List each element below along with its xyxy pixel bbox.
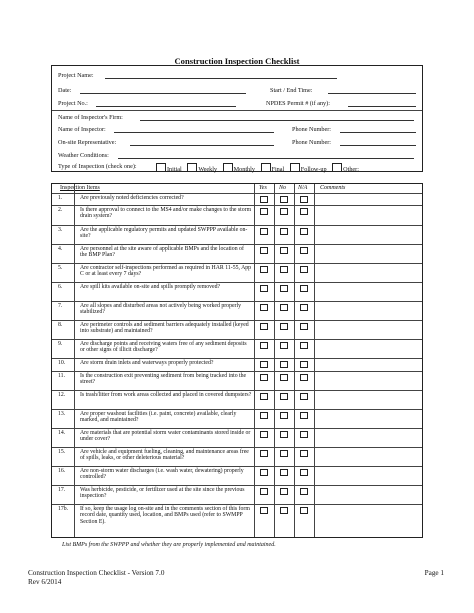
comments-cell[interactable] — [315, 486, 422, 504]
no-header: No — [279, 185, 287, 191]
na-checkbox[interactable] — [300, 323, 308, 330]
inspection-type-options — [155, 163, 359, 174]
item-number: 11. — [58, 373, 66, 379]
na-checkbox[interactable] — [300, 431, 308, 438]
item-question: Are non-storm water discharges (i.e. wash water, dewatering) properly controlled? — [80, 468, 244, 481]
yes-checkbox[interactable] — [260, 361, 268, 368]
table-row — [52, 504, 422, 530]
type-option-label: Final — [271, 166, 285, 173]
no-checkbox[interactable] — [280, 412, 288, 419]
table-row — [52, 358, 422, 371]
start-end-time-label: Start / End Time: — [270, 87, 313, 94]
item-number: 1. — [58, 195, 63, 201]
no-checkbox[interactable] — [280, 304, 288, 311]
item-question: Are personnel at the site aware of applicable BMPs and the location of the BMP Plan? — [80, 246, 244, 259]
yes-checkbox[interactable] — [260, 342, 268, 349]
na-checkbox[interactable] — [300, 342, 308, 349]
comments-cell[interactable] — [315, 372, 422, 390]
phone-number-label-2: Phone Number: — [292, 139, 332, 146]
no-checkbox[interactable] — [280, 374, 288, 381]
weather-label: Weather Conditions: — [58, 152, 109, 159]
comments-cell[interactable] — [315, 359, 422, 371]
yes-checkbox[interactable] — [260, 208, 268, 215]
type-option-label: Initial — [167, 166, 182, 173]
comments-cell[interactable] — [315, 467, 422, 485]
inspection-type-label: Type of Inspection (check one): — [58, 163, 137, 170]
yes-checkbox[interactable] — [260, 507, 268, 514]
date-field[interactable] — [80, 87, 246, 94]
item-question: If so, keep the usage log on-site and in the comments section of this form record date, quantity used, location, and BMPs used (refer to SWMPP Section E). — [80, 506, 250, 525]
no-checkbox[interactable] — [280, 361, 288, 368]
na-checkbox[interactable] — [300, 304, 308, 311]
item-question: Are discharge points and receiving waters free of any sediment deposits or other signs of illicit discharge? — [80, 341, 247, 354]
table-row — [52, 263, 422, 282]
na-checkbox[interactable] — [300, 488, 308, 495]
yes-checkbox[interactable] — [260, 469, 268, 476]
table-row — [52, 466, 422, 485]
project-name-field[interactable] — [105, 72, 337, 79]
yes-checkbox[interactable] — [260, 412, 268, 419]
yes-checkbox[interactable] — [260, 431, 268, 438]
yes-header: Yes — [259, 185, 267, 191]
table-row — [52, 447, 422, 466]
footnote: List BMPs from the SWPPP and whether they are properly implemented and maintained. — [62, 542, 276, 548]
yes-checkbox[interactable] — [260, 374, 268, 381]
no-checkbox[interactable] — [280, 208, 288, 215]
npdes-permit-label: NPDES Permit # (if any): — [266, 100, 330, 107]
table-row — [52, 282, 422, 301]
comments-cell[interactable] — [315, 410, 422, 428]
divider — [52, 110, 422, 111]
table-row — [52, 205, 422, 225]
na-checkbox[interactable] — [300, 247, 308, 254]
item-question: Are all slopes and disturbed areas not actively being worked properly stabilized? — [80, 303, 241, 316]
comments-header: Comments — [320, 185, 346, 191]
table-row — [52, 390, 422, 409]
comments-cell[interactable] — [315, 505, 422, 530]
page-title: Construction Inspection Checklist — [174, 56, 300, 66]
na-checkbox[interactable] — [300, 228, 308, 235]
item-question: Are spill kits available on-site and spills promptly removed? — [80, 284, 221, 290]
footer-page-number: Page 1 — [424, 569, 444, 577]
phone-number-field-2[interactable] — [340, 139, 416, 146]
inspectors-firm-field[interactable] — [140, 114, 414, 121]
item-number: 2. — [58, 207, 63, 213]
monthly-checkbox[interactable] — [223, 163, 233, 172]
table-row — [52, 339, 422, 358]
comments-cell[interactable] — [315, 264, 422, 282]
item-number: 12. — [58, 392, 66, 398]
item-number: 13. — [58, 411, 66, 417]
yes-checkbox[interactable] — [260, 323, 268, 330]
comments-cell[interactable] — [315, 226, 422, 244]
type-option-label: Follow-up — [300, 166, 327, 173]
table-row — [52, 301, 422, 320]
type-option-label: Other: — [343, 166, 359, 173]
na-checkbox[interactable] — [300, 208, 308, 215]
item-number: 5. — [58, 265, 63, 271]
item-question: Are materials that are potential storm water contaminants stored inside or under cover? — [80, 430, 251, 443]
initial-checkbox[interactable] — [156, 163, 166, 172]
item-question: Are previously noted deficiencies corrected? — [80, 195, 184, 201]
item-number: 3. — [58, 227, 63, 233]
comments-cell[interactable] — [315, 302, 422, 320]
follow-up-checkbox[interactable] — [290, 163, 300, 172]
table-row — [52, 320, 422, 339]
table-row — [52, 371, 422, 390]
no-checkbox[interactable] — [280, 469, 288, 476]
no-checkbox[interactable] — [280, 266, 288, 273]
table-row — [52, 428, 422, 447]
type-option-label: Monthly — [233, 166, 255, 173]
na-checkbox[interactable] — [300, 507, 308, 514]
comments-cell[interactable] — [315, 321, 422, 339]
na-checkbox[interactable] — [300, 412, 308, 419]
item-question: Is trash/litter from work areas collected and placed in covered dumpsters? — [80, 392, 252, 398]
na-checkbox[interactable] — [300, 285, 308, 292]
item-number: 9. — [58, 341, 63, 347]
phone-number-label-1: Phone Number: — [292, 126, 332, 133]
onsite-rep-label: On-site Representative: — [58, 139, 117, 146]
item-question: Are perimeter controls and sediment barriers adequately installed (keyed into substrate) and maintained? — [80, 322, 249, 335]
comments-cell[interactable] — [315, 448, 422, 466]
na-checkbox[interactable] — [300, 196, 308, 203]
comments-cell[interactable] — [315, 391, 422, 409]
yes-checkbox[interactable] — [260, 196, 268, 203]
item-question: Are the applicable regulatory permits and updated SWPPP available on-site? — [80, 227, 248, 240]
no-checkbox[interactable] — [280, 393, 288, 400]
weekly-checkbox[interactable] — [187, 163, 197, 172]
item-question: Is the construction exit preventing sediment from being tracked into the street? — [80, 373, 247, 386]
item-number: 7. — [58, 303, 63, 309]
npdes-permit-field[interactable] — [348, 100, 416, 107]
comments-cell[interactable] — [315, 283, 422, 301]
item-number: 10. — [58, 360, 66, 366]
type-option-label: Weekly — [198, 166, 218, 173]
inspection-items-table — [51, 183, 423, 538]
table-row — [52, 485, 422, 504]
item-question: Was herbicide, pesticide, or fertilizer used at the site since the previous inspection? — [80, 487, 245, 500]
comments-cell[interactable] — [315, 206, 422, 225]
no-checkbox[interactable] — [280, 323, 288, 330]
yes-checkbox[interactable] — [260, 488, 268, 495]
no-checkbox[interactable] — [280, 488, 288, 495]
footer-revision: Rev 6/2014 — [28, 578, 62, 586]
item-number: 8. — [58, 322, 63, 328]
item-number: 14. — [58, 430, 66, 436]
item-number: 6. — [58, 284, 63, 290]
name-of-inspector-label: Name of Inspector: — [58, 126, 106, 133]
comments-cell[interactable] — [315, 194, 422, 205]
yes-checkbox[interactable] — [260, 393, 268, 400]
no-checkbox[interactable] — [280, 196, 288, 203]
phone-number-field-1[interactable] — [340, 126, 416, 133]
item-number: 17. — [58, 487, 66, 493]
item-number: 17b. — [58, 506, 69, 512]
na-checkbox[interactable] — [300, 469, 308, 476]
na-checkbox[interactable] — [300, 374, 308, 381]
no-checkbox[interactable] — [280, 342, 288, 349]
na-checkbox[interactable] — [300, 393, 308, 400]
table-row — [52, 225, 422, 244]
no-checkbox[interactable] — [280, 285, 288, 292]
comments-cell[interactable] — [315, 245, 422, 263]
table-row — [52, 244, 422, 263]
start-end-time-field[interactable] — [328, 87, 416, 94]
yes-checkbox[interactable] — [260, 304, 268, 311]
item-question: Are proper washout facilities (i.e. paint, concrete) available, clearly marked, and maintained? — [80, 411, 237, 424]
item-question: Are storm drain inlets and waterways properly protected? — [80, 360, 214, 366]
no-checkbox[interactable] — [280, 247, 288, 254]
name-of-inspector-field[interactable] — [114, 126, 274, 133]
item-question: Are vehicle and equipment fueling, cleaning, and maintenance areas free of spills, leaks, or other deleterious material? — [80, 449, 249, 462]
project-no-label: Project No.: — [58, 100, 88, 107]
item-number: 4. — [58, 246, 63, 252]
na-checkbox[interactable] — [300, 266, 308, 273]
no-checkbox[interactable] — [280, 228, 288, 235]
yes-checkbox[interactable] — [260, 285, 268, 292]
na-checkbox[interactable] — [300, 361, 308, 368]
weather-field[interactable] — [118, 152, 414, 159]
project-info-block — [51, 65, 423, 172]
item-number: 16. — [58, 468, 66, 474]
no-checkbox[interactable] — [280, 507, 288, 514]
yes-checkbox[interactable] — [260, 247, 268, 254]
comments-cell[interactable] — [315, 340, 422, 358]
item-question: Is there approval to connect to the MS4 and/or make changes to the storm drain system? — [80, 207, 252, 220]
no-checkbox[interactable] — [280, 431, 288, 438]
no-checkbox[interactable] — [280, 450, 288, 457]
inspectors-firm-label: Name of Inspector's Firm: — [58, 114, 123, 121]
na-header: N/A — [298, 185, 308, 191]
item-question: Are contractor self-inspections performed as required in HAR 11-55, App C or at least every 7 days? — [80, 265, 252, 278]
item-number: 15. — [58, 449, 66, 455]
other-checkbox[interactable] — [332, 163, 342, 172]
project-name-label: Project Name: — [58, 72, 94, 79]
yes-checkbox[interactable] — [260, 266, 268, 273]
table-row — [52, 193, 422, 205]
table-row — [52, 409, 422, 428]
footer-left — [28, 569, 164, 587]
inspection-items-header: Inspection Items — [60, 185, 100, 191]
footer-doc-title: Construction Inspection Checklist - Version 7.0 — [28, 569, 165, 577]
onsite-rep-field[interactable] — [130, 139, 274, 146]
project-no-field[interactable] — [96, 100, 236, 107]
yes-checkbox[interactable] — [260, 450, 268, 457]
comments-cell[interactable] — [315, 429, 422, 447]
date-label: Date: — [58, 87, 72, 94]
yes-checkbox[interactable] — [260, 228, 268, 235]
na-checkbox[interactable] — [300, 450, 308, 457]
final-checkbox[interactable] — [261, 163, 271, 172]
